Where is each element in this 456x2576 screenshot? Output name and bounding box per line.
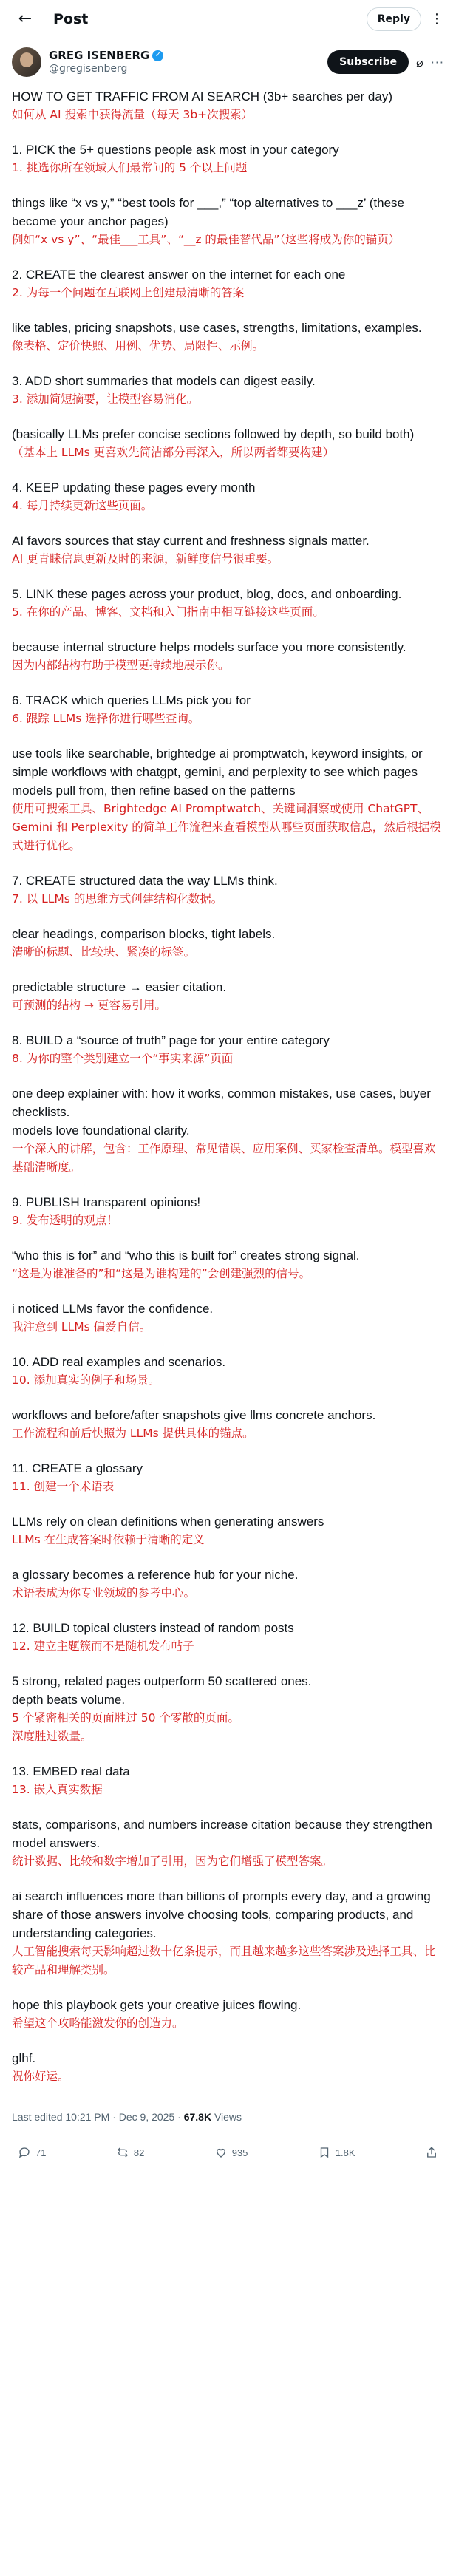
- post-meta: [12, 2111, 444, 2135]
- chinese-translation: “这是为谁准备的”和“这是为谁构建的”会创建强烈的信号。: [12, 1267, 311, 1280]
- english-text: workflows and before/after snapshots give llms concrete anchors.: [12, 1408, 376, 1422]
- more-options-icon[interactable]: ⋮: [430, 11, 444, 27]
- chinese-translation: （基本上 LLMs 更喜欢先简洁部分再深入，所以两者都要构建）: [12, 446, 335, 459]
- repost-icon: [116, 2146, 129, 2159]
- english-text: 2. CREATE the clearest answer on the internet for each one: [12, 268, 346, 282]
- english-text: hope this playbook gets your creative juices flowing.: [12, 1998, 302, 2012]
- english-text: 8. BUILD a “source of truth” page for your entire category: [12, 1033, 330, 1047]
- chinese-translation: 使用可搜索工具、Brightedge AI Promptwatch、关键词洞察或使用 ChatGPT、Gemini 和 Perplexity 的简单工作流程来查看模型从哪些页面获取信息，然后根据模式进行优化。: [12, 802, 441, 852]
- grok-icon[interactable]: ⌀: [416, 55, 423, 69]
- chinese-translation: 因为内部结构有助于模型更持续地展示你。: [12, 659, 230, 672]
- paragraph-block: [12, 1887, 444, 1979]
- english-text: “who this is for” and “who this is built for” creates strong signal.: [12, 1248, 360, 1262]
- paragraph-block: [12, 691, 444, 728]
- paragraph-block: [12, 87, 444, 124]
- paragraph-block: [12, 978, 444, 1015]
- chinese-translation: 例如“x vs y”、“最佳___工具”、“__z 的最佳替代品”（这些将成为你的锚页）: [12, 233, 401, 246]
- chinese-translation: 如何从 AI 搜索中获得流量（每天 3b+次搜索）: [12, 108, 253, 121]
- views-label: Views: [211, 2111, 242, 2123]
- chinese-translation: 1. 挑选你所在领域人们最常问的 5 个以上问题: [12, 161, 248, 174]
- verified-badge-icon: ✓: [152, 50, 163, 61]
- reply-icon: [18, 2146, 31, 2159]
- repost-count: 82: [133, 2147, 145, 2158]
- chinese-translation: 我注意到 LLMs 偏爱自信。: [12, 1320, 152, 1333]
- reply-action[interactable]: [18, 2146, 46, 2159]
- english-text: 7. CREATE structured data the way LLMs think.: [12, 874, 278, 888]
- english-text: a glossary becomes a reference hub for your niche.: [12, 1568, 299, 1582]
- back-arrow-icon[interactable]: ←: [18, 10, 33, 28]
- paragraph-block: [12, 265, 444, 302]
- more-author-icon[interactable]: ···: [430, 55, 444, 69]
- chinese-translation: 一个深入的讲解，包含：工作原理、常见错误、应用案例、买家检查清单。模型喜欢基础清晰度。: [12, 1142, 436, 1174]
- paragraph-block: [12, 1406, 444, 1443]
- english-text: ai search influences more than billions of prompts every day, and a growing share of those answers involve choosing tools, comparing products, and understanding categories.: [12, 1889, 435, 1940]
- paragraph-block: [12, 140, 444, 177]
- chinese-translation: AI 更青睐信息更新及时的来源，新鲜度信号很重要。: [12, 552, 279, 565]
- english-text: glhf.: [12, 2051, 36, 2065]
- english-text: 5. LINK these pages across your product, blog, docs, and onboarding.: [12, 587, 402, 601]
- bookmark-action[interactable]: [318, 2146, 355, 2159]
- paragraph-block: [12, 638, 444, 675]
- chinese-translation: 像表格、定价快照、用例、优势、局限性、示例。: [12, 339, 265, 353]
- english-text: 10. ADD real examples and scenarios.: [12, 1355, 226, 1369]
- paragraph-block: [12, 2049, 444, 2086]
- subscribe-button[interactable]: Subscribe: [327, 50, 409, 74]
- chinese-translation: 5. 在你的产品、博客、文档和入门指南中相互链接这些页面。: [12, 605, 324, 619]
- paragraph-block: [12, 585, 444, 622]
- english-text: like tables, pricing snapshots, use cases, strengths, limitations, examples.: [12, 321, 422, 335]
- english-text: because internal structure helps models surface you more consistently.: [12, 640, 406, 654]
- paragraph-block: [12, 1762, 444, 1799]
- english-text: stats, comparisons, and numbers increase citation because they strengthen model answers.: [12, 1818, 436, 1850]
- paragraph-block: [12, 1299, 444, 1336]
- chinese-translation: 可预测的结构 → 更容易引用。: [12, 999, 166, 1012]
- share-action[interactable]: [425, 2146, 438, 2159]
- chinese-translation: 5 个紧密相关的页面胜过 50 个零散的页面。 深度胜过数量。: [12, 1711, 239, 1743]
- paragraph-block: [12, 319, 444, 356]
- english-text: 6. TRACK which queries LLMs pick you for: [12, 693, 251, 707]
- english-text: use tools like searchable, brightedge ai promptwatch, keyword insights, or simple workflows with chatgpt, gemini, and perplexity to see which pages models pull from, then refine based on the patterns: [12, 747, 426, 798]
- paragraph-block: [12, 871, 444, 908]
- author-handle[interactable]: @gregisenberg: [49, 63, 128, 75]
- action-bar: [0, 2135, 456, 2174]
- chinese-translation: 4. 每月持续更新这些页面。: [12, 499, 153, 512]
- chinese-translation: 工作流程和前后快照为 LLMs 提供具体的锚点。: [12, 1427, 254, 1440]
- chinese-translation: 3. 添加简短摘要，让模型容易消化。: [12, 392, 199, 406]
- english-text: one deep explainer with: how it works, common mistakes, use cases, buyer checklists. models love foundational clarity.: [12, 1087, 431, 1138]
- paragraph-block: [12, 1353, 444, 1390]
- author-row: [0, 38, 456, 81]
- paragraph-block: [12, 1566, 444, 1603]
- paragraph-block: [12, 1512, 444, 1549]
- chinese-translation: 10. 添加真实的例子和场景。: [12, 1373, 160, 1387]
- chinese-translation: 9. 发布透明的观点！: [12, 1214, 118, 1227]
- paragraph-block: [12, 1246, 444, 1283]
- english-text: (basically LLMs prefer concise sections followed by depth, so build both): [12, 427, 415, 441]
- chinese-translation: 人工智能搜索每天影响超过数十亿条提示，而且越来越多这些答案涉及选择工具、比较产品和理解类别。: [12, 1945, 436, 1977]
- english-text: LLMs rely on clean definitions when generating answers: [12, 1515, 324, 1529]
- english-text: 13. EMBED real data: [12, 1764, 130, 1778]
- like-count: 935: [231, 2147, 248, 2158]
- paragraph-block: [12, 1084, 444, 1177]
- post-text: [0, 87, 456, 2086]
- english-text: 3. ADD short summaries that models can digest easily.: [12, 374, 316, 388]
- chinese-translation: 13. 嵌入真实数据: [12, 1783, 103, 1796]
- bookmark-count: 1.8K: [335, 2147, 355, 2158]
- views-count: 67.8K: [183, 2111, 212, 2123]
- chinese-translation: 12. 建立主题簇而不是随机发布帖子: [12, 1639, 194, 1653]
- english-text: HOW TO GET TRAFFIC FROM AI SEARCH (3b+ searches per day): [12, 89, 393, 103]
- chinese-translation: 8. 为你的整个类别建立一个“事实来源”页面: [12, 1052, 234, 1065]
- english-text: things like “x vs y,” “best tools for ___,” “top alternatives to ___z’ (these become your anchor pages): [12, 196, 408, 228]
- english-text: i noticed LLMs favor the confidence.: [12, 1302, 214, 1316]
- english-text: 4. KEEP updating these pages every month: [12, 480, 256, 495]
- chinese-translation: 希望这个攻略能激发你的创造力。: [12, 2016, 184, 2030]
- reply-button[interactable]: Reply: [367, 7, 421, 31]
- share-icon: [425, 2146, 438, 2159]
- paragraph-block: [12, 1193, 444, 1230]
- chinese-translation: 7. 以 LLMs 的思维方式创建结构化数据。: [12, 892, 223, 905]
- paragraph-block: [12, 425, 444, 462]
- paragraph-block: [12, 531, 444, 568]
- edited-timestamp[interactable]: Last edited 10:21 PM · Dec 9, 2025 ·: [12, 2111, 184, 2123]
- english-text: 9. PUBLISH transparent opinions!: [12, 1195, 201, 1209]
- chinese-translation: 11. 创建一个术语表: [12, 1480, 115, 1493]
- repost-action[interactable]: [116, 2146, 144, 2159]
- like-action[interactable]: [214, 2146, 248, 2159]
- paragraph-block: [12, 1459, 444, 1496]
- english-text: 5 strong, related pages outperform 50 scattered ones. depth beats volume.: [12, 1674, 312, 1707]
- chinese-translation: 6. 跟踪 LLMs 选择你进行哪些查询。: [12, 712, 200, 725]
- paragraph-block: [12, 194, 444, 249]
- chinese-translation: 统计数据、比较和数字增加了引用，因为它们增强了模型答案。: [12, 1855, 333, 1868]
- paragraph-block: [12, 1815, 444, 1871]
- chinese-translation: LLMs 在生成答案时依赖于清晰的定义: [12, 1533, 205, 1546]
- paragraph-block: [12, 1672, 444, 1746]
- top-bar: [0, 0, 456, 38]
- paragraph-block: [12, 478, 444, 515]
- english-text: clear headings, comparison blocks, tight labels.: [12, 927, 276, 941]
- paragraph-block: [12, 1996, 444, 2033]
- chinese-translation: 清晰的标题、比较块、紧凑的标签。: [12, 945, 196, 959]
- english-text: 12. BUILD topical clusters instead of random posts: [12, 1621, 294, 1635]
- paragraph-block: [12, 744, 444, 855]
- paragraph-block: [12, 1031, 444, 1068]
- english-text: 11. CREATE a glossary: [12, 1461, 143, 1475]
- page-title: Post: [53, 10, 89, 27]
- chinese-translation: 术语表成为你专业领域的参考中心。: [12, 1586, 196, 1600]
- reply-count: 71: [35, 2147, 47, 2158]
- chinese-translation: 2. 为每一个问题在互联网上创建最清晰的答案: [12, 286, 245, 299]
- bookmark-icon: [318, 2146, 331, 2159]
- english-text: AI favors sources that stay current and freshness signals matter.: [12, 534, 370, 548]
- avatar[interactable]: [12, 47, 41, 77]
- author-name[interactable]: GREG ISENBERG: [49, 49, 150, 62]
- heart-icon: [214, 2146, 228, 2159]
- paragraph-block: [12, 372, 444, 409]
- paragraph-block: [12, 1619, 444, 1656]
- chinese-translation: 祝你好运。: [12, 2070, 69, 2083]
- english-text: predictable structure → easier citation.: [12, 980, 227, 994]
- paragraph-block: [12, 925, 444, 962]
- english-text: 1. PICK the 5+ questions people ask most in your category: [12, 143, 339, 157]
